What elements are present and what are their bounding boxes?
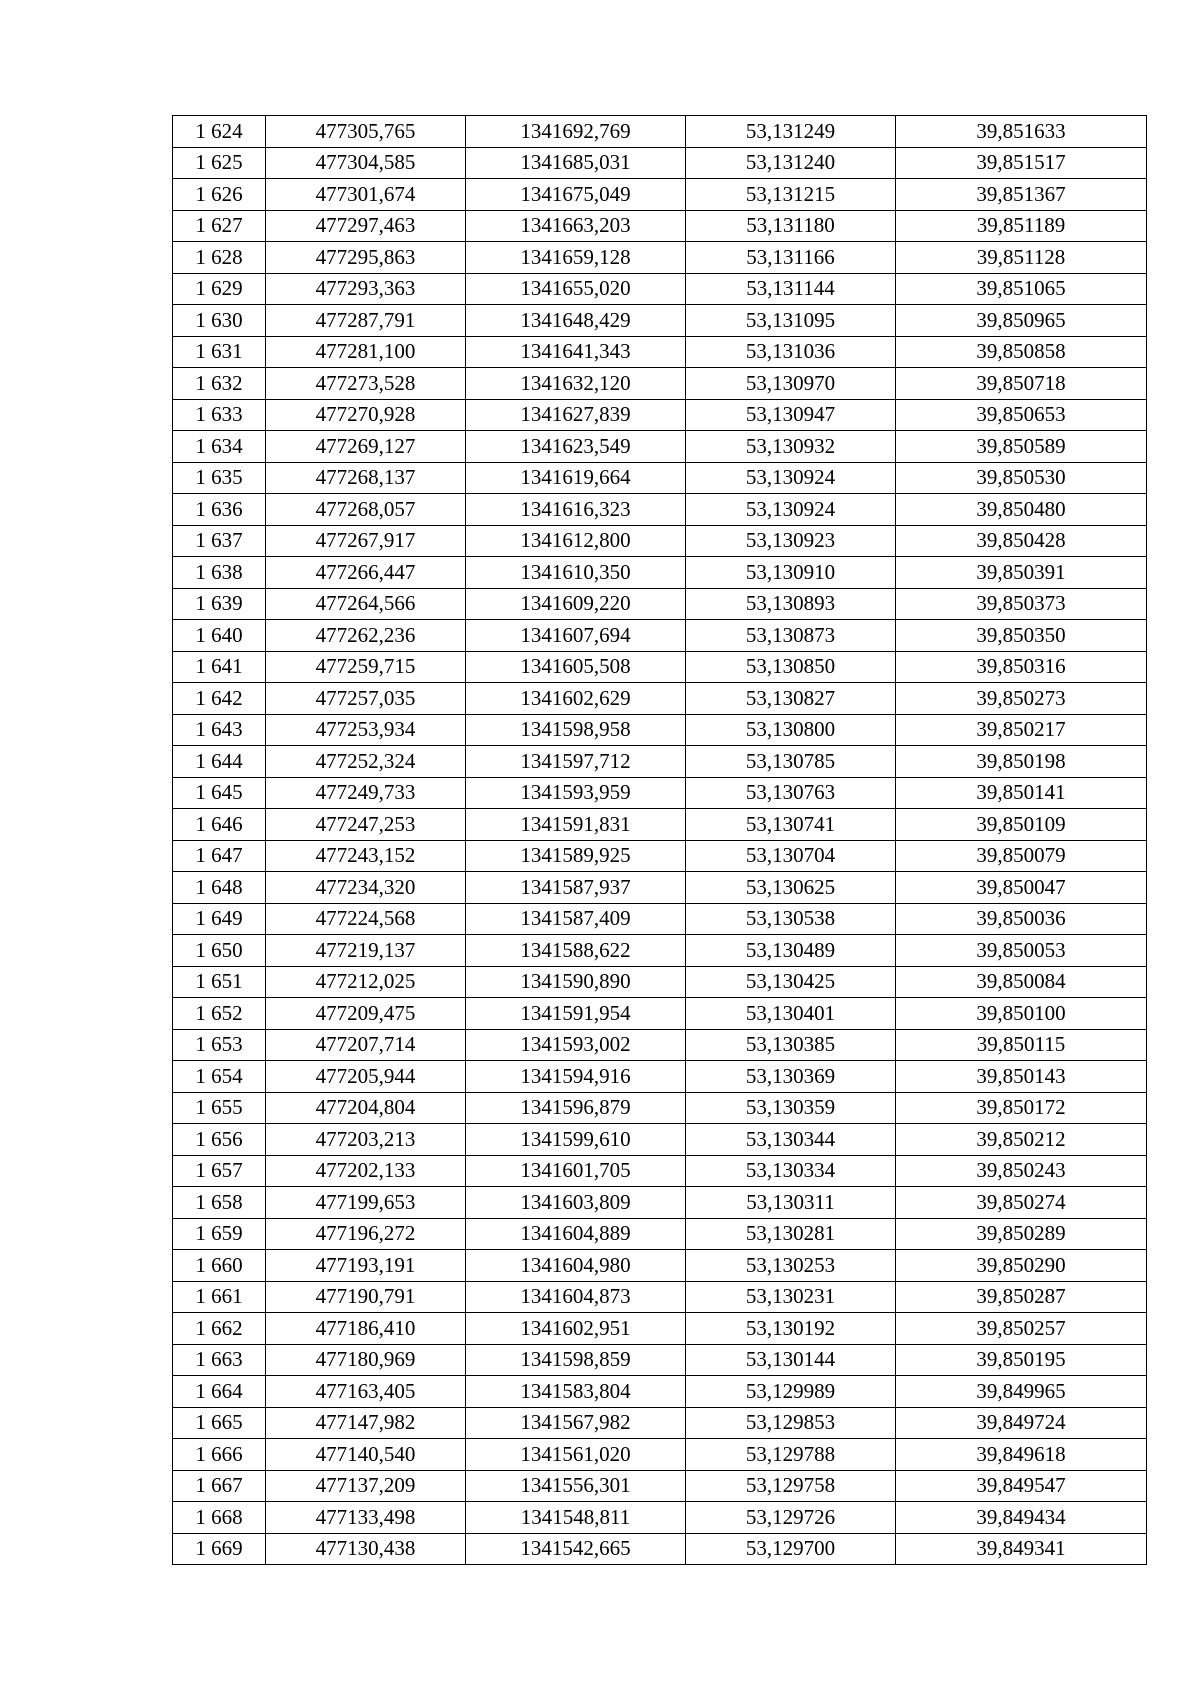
x-coordinate-cell: 477293,363	[266, 273, 466, 305]
x-coordinate-cell: 477287,791	[266, 305, 466, 337]
x-coordinate-cell: 477269,127	[266, 431, 466, 463]
x-coordinate-cell: 477234,320	[266, 872, 466, 904]
y-coordinate-cell: 1341641,343	[466, 336, 686, 368]
longitude-cell: 39,850109	[896, 809, 1147, 841]
latitude-cell: 53,130970	[686, 368, 896, 400]
longitude-cell: 39,849618	[896, 1439, 1147, 1471]
x-coordinate-cell: 477266,447	[266, 557, 466, 589]
table-row	[173, 525, 1147, 557]
y-coordinate-cell: 1341627,839	[466, 399, 686, 431]
x-coordinate-cell: 477253,934	[266, 714, 466, 746]
latitude-cell: 53,129788	[686, 1439, 896, 1471]
latitude-cell: 53,130923	[686, 525, 896, 557]
longitude-cell: 39,850287	[896, 1281, 1147, 1313]
point-number-cell: 1 653	[173, 1029, 266, 1061]
point-number-cell: 1 642	[173, 683, 266, 715]
point-number-cell: 1 664	[173, 1376, 266, 1408]
x-coordinate-cell: 477247,253	[266, 809, 466, 841]
latitude-cell: 53,130281	[686, 1218, 896, 1250]
y-coordinate-cell: 1341663,203	[466, 210, 686, 242]
x-coordinate-cell: 477281,100	[266, 336, 466, 368]
y-coordinate-cell: 1341589,925	[466, 840, 686, 872]
longitude-cell: 39,850115	[896, 1029, 1147, 1061]
table-row	[173, 620, 1147, 652]
y-coordinate-cell: 1341588,622	[466, 935, 686, 967]
y-coordinate-cell: 1341602,951	[466, 1313, 686, 1345]
longitude-cell: 39,850373	[896, 588, 1147, 620]
x-coordinate-cell: 477257,035	[266, 683, 466, 715]
x-coordinate-cell: 477205,944	[266, 1061, 466, 1093]
x-coordinate-cell: 477273,528	[266, 368, 466, 400]
point-number-cell: 1 626	[173, 179, 266, 211]
table-row	[173, 935, 1147, 967]
y-coordinate-cell: 1341601,705	[466, 1155, 686, 1187]
x-coordinate-cell: 477304,585	[266, 147, 466, 179]
y-coordinate-cell: 1341603,809	[466, 1187, 686, 1219]
x-coordinate-cell: 477295,863	[266, 242, 466, 274]
longitude-cell: 39,851065	[896, 273, 1147, 305]
y-coordinate-cell: 1341612,800	[466, 525, 686, 557]
y-coordinate-cell: 1341632,120	[466, 368, 686, 400]
longitude-cell: 39,850289	[896, 1218, 1147, 1250]
x-coordinate-cell: 477204,804	[266, 1092, 466, 1124]
longitude-cell: 39,850084	[896, 966, 1147, 998]
x-coordinate-cell: 477209,475	[266, 998, 466, 1030]
y-coordinate-cell: 1341548,811	[466, 1502, 686, 1534]
table-row	[173, 777, 1147, 809]
longitude-cell: 39,850143	[896, 1061, 1147, 1093]
longitude-cell: 39,850274	[896, 1187, 1147, 1219]
longitude-cell: 39,851517	[896, 147, 1147, 179]
table-row	[173, 336, 1147, 368]
longitude-cell: 39,850858	[896, 336, 1147, 368]
point-number-cell: 1 647	[173, 840, 266, 872]
coordinates-table	[172, 115, 1147, 1565]
longitude-cell: 39,851189	[896, 210, 1147, 242]
y-coordinate-cell: 1341594,916	[466, 1061, 686, 1093]
point-number-cell: 1 656	[173, 1124, 266, 1156]
table-row	[173, 746, 1147, 778]
x-coordinate-cell: 477297,463	[266, 210, 466, 242]
latitude-cell: 53,130231	[686, 1281, 896, 1313]
point-number-cell: 1 668	[173, 1502, 266, 1534]
y-coordinate-cell: 1341685,031	[466, 147, 686, 179]
point-number-cell: 1 648	[173, 872, 266, 904]
table-row	[173, 1407, 1147, 1439]
x-coordinate-cell: 477243,152	[266, 840, 466, 872]
x-coordinate-cell: 477202,133	[266, 1155, 466, 1187]
table-row	[173, 1439, 1147, 1471]
x-coordinate-cell: 477163,405	[266, 1376, 466, 1408]
table-row	[173, 1344, 1147, 1376]
x-coordinate-cell: 477186,410	[266, 1313, 466, 1345]
x-coordinate-cell: 477305,765	[266, 116, 466, 148]
x-coordinate-cell: 477268,057	[266, 494, 466, 526]
coordinates-table-body	[173, 116, 1147, 1565]
latitude-cell: 53,130932	[686, 431, 896, 463]
longitude-cell: 39,850257	[896, 1313, 1147, 1345]
y-coordinate-cell: 1341593,959	[466, 777, 686, 809]
table-row	[173, 809, 1147, 841]
latitude-cell: 53,130489	[686, 935, 896, 967]
y-coordinate-cell: 1341602,629	[466, 683, 686, 715]
latitude-cell: 53,130850	[686, 651, 896, 683]
point-number-cell: 1 628	[173, 242, 266, 274]
x-coordinate-cell: 477301,674	[266, 179, 466, 211]
y-coordinate-cell: 1341692,769	[466, 116, 686, 148]
latitude-cell: 53,130947	[686, 399, 896, 431]
point-number-cell: 1 631	[173, 336, 266, 368]
y-coordinate-cell: 1341604,873	[466, 1281, 686, 1313]
table-row	[173, 1502, 1147, 1534]
latitude-cell: 53,130344	[686, 1124, 896, 1156]
y-coordinate-cell: 1341587,409	[466, 903, 686, 935]
latitude-cell: 53,131240	[686, 147, 896, 179]
point-number-cell: 1 637	[173, 525, 266, 557]
table-row	[173, 872, 1147, 904]
y-coordinate-cell: 1341597,712	[466, 746, 686, 778]
y-coordinate-cell: 1341596,879	[466, 1092, 686, 1124]
table-row	[173, 1061, 1147, 1093]
table-row	[173, 1155, 1147, 1187]
point-number-cell: 1 633	[173, 399, 266, 431]
y-coordinate-cell: 1341623,549	[466, 431, 686, 463]
x-coordinate-cell: 477264,566	[266, 588, 466, 620]
y-coordinate-cell: 1341648,429	[466, 305, 686, 337]
point-number-cell: 1 646	[173, 809, 266, 841]
longitude-cell: 39,850589	[896, 431, 1147, 463]
point-number-cell: 1 636	[173, 494, 266, 526]
x-coordinate-cell: 477180,969	[266, 1344, 466, 1376]
table-row	[173, 1218, 1147, 1250]
x-coordinate-cell: 477267,917	[266, 525, 466, 557]
y-coordinate-cell: 1341610,350	[466, 557, 686, 589]
latitude-cell: 53,130800	[686, 714, 896, 746]
point-number-cell: 1 630	[173, 305, 266, 337]
x-coordinate-cell: 477130,438	[266, 1533, 466, 1565]
table-row	[173, 1376, 1147, 1408]
y-coordinate-cell: 1341583,804	[466, 1376, 686, 1408]
x-coordinate-cell: 477203,213	[266, 1124, 466, 1156]
y-coordinate-cell: 1341675,049	[466, 179, 686, 211]
longitude-cell: 39,849434	[896, 1502, 1147, 1534]
y-coordinate-cell: 1341655,020	[466, 273, 686, 305]
table-row	[173, 966, 1147, 998]
point-number-cell: 1 669	[173, 1533, 266, 1565]
latitude-cell: 53,130924	[686, 462, 896, 494]
longitude-cell: 39,850198	[896, 746, 1147, 778]
table-row	[173, 399, 1147, 431]
longitude-cell: 39,849547	[896, 1470, 1147, 1502]
y-coordinate-cell: 1341604,980	[466, 1250, 686, 1282]
longitude-cell: 39,850195	[896, 1344, 1147, 1376]
table-row	[173, 147, 1147, 179]
longitude-cell: 39,850100	[896, 998, 1147, 1030]
latitude-cell: 53,131249	[686, 116, 896, 148]
point-number-cell: 1 650	[173, 935, 266, 967]
x-coordinate-cell: 477199,653	[266, 1187, 466, 1219]
table-row	[173, 903, 1147, 935]
point-number-cell: 1 639	[173, 588, 266, 620]
x-coordinate-cell: 477133,498	[266, 1502, 466, 1534]
table-row	[173, 368, 1147, 400]
table-row	[173, 273, 1147, 305]
longitude-cell: 39,849341	[896, 1533, 1147, 1565]
point-number-cell: 1 629	[173, 273, 266, 305]
longitude-cell: 39,850316	[896, 651, 1147, 683]
latitude-cell: 53,130827	[686, 683, 896, 715]
point-number-cell: 1 643	[173, 714, 266, 746]
point-number-cell: 1 625	[173, 147, 266, 179]
point-number-cell: 1 652	[173, 998, 266, 1030]
point-number-cell: 1 654	[173, 1061, 266, 1093]
latitude-cell: 53,130893	[686, 588, 896, 620]
x-coordinate-cell: 477212,025	[266, 966, 466, 998]
y-coordinate-cell: 1341567,982	[466, 1407, 686, 1439]
latitude-cell: 53,130253	[686, 1250, 896, 1282]
x-coordinate-cell: 477207,714	[266, 1029, 466, 1061]
latitude-cell: 53,130334	[686, 1155, 896, 1187]
longitude-cell: 39,850350	[896, 620, 1147, 652]
longitude-cell: 39,849965	[896, 1376, 1147, 1408]
point-number-cell: 1 655	[173, 1092, 266, 1124]
x-coordinate-cell: 477268,137	[266, 462, 466, 494]
table-row	[173, 651, 1147, 683]
x-coordinate-cell: 477224,568	[266, 903, 466, 935]
longitude-cell: 39,850530	[896, 462, 1147, 494]
latitude-cell: 53,131215	[686, 179, 896, 211]
longitude-cell: 39,850428	[896, 525, 1147, 557]
y-coordinate-cell: 1341591,954	[466, 998, 686, 1030]
longitude-cell: 39,850036	[896, 903, 1147, 935]
point-number-cell: 1 661	[173, 1281, 266, 1313]
latitude-cell: 53,130910	[686, 557, 896, 589]
table-row	[173, 1124, 1147, 1156]
table-row	[173, 1029, 1147, 1061]
table-row	[173, 210, 1147, 242]
x-coordinate-cell: 477137,209	[266, 1470, 466, 1502]
longitude-cell: 39,850480	[896, 494, 1147, 526]
point-number-cell: 1 641	[173, 651, 266, 683]
y-coordinate-cell: 1341659,128	[466, 242, 686, 274]
latitude-cell: 53,130741	[686, 809, 896, 841]
x-coordinate-cell: 477249,733	[266, 777, 466, 809]
x-coordinate-cell: 477147,982	[266, 1407, 466, 1439]
longitude-cell: 39,851633	[896, 116, 1147, 148]
table-row	[173, 116, 1147, 148]
point-number-cell: 1 658	[173, 1187, 266, 1219]
latitude-cell: 53,130369	[686, 1061, 896, 1093]
y-coordinate-cell: 1341607,694	[466, 620, 686, 652]
point-number-cell: 1 624	[173, 116, 266, 148]
latitude-cell: 53,129726	[686, 1502, 896, 1534]
longitude-cell: 39,850053	[896, 935, 1147, 967]
longitude-cell: 39,851128	[896, 242, 1147, 274]
point-number-cell: 1 666	[173, 1439, 266, 1471]
x-coordinate-cell: 477219,137	[266, 935, 466, 967]
longitude-cell: 39,850172	[896, 1092, 1147, 1124]
longitude-cell: 39,850243	[896, 1155, 1147, 1187]
x-coordinate-cell: 477262,236	[266, 620, 466, 652]
table-row	[173, 1533, 1147, 1565]
y-coordinate-cell: 1341591,831	[466, 809, 686, 841]
table-row	[173, 1313, 1147, 1345]
point-number-cell: 1 651	[173, 966, 266, 998]
table-row	[173, 431, 1147, 463]
latitude-cell: 53,129853	[686, 1407, 896, 1439]
table-row	[173, 714, 1147, 746]
latitude-cell: 53,130785	[686, 746, 896, 778]
longitude-cell: 39,850047	[896, 872, 1147, 904]
y-coordinate-cell: 1341556,301	[466, 1470, 686, 1502]
point-number-cell: 1 667	[173, 1470, 266, 1502]
table-row	[173, 1281, 1147, 1313]
x-coordinate-cell: 477140,540	[266, 1439, 466, 1471]
table-row	[173, 683, 1147, 715]
latitude-cell: 53,130144	[686, 1344, 896, 1376]
longitude-cell: 39,850653	[896, 399, 1147, 431]
y-coordinate-cell: 1341598,859	[466, 1344, 686, 1376]
table-row	[173, 1470, 1147, 1502]
latitude-cell: 53,131036	[686, 336, 896, 368]
latitude-cell: 53,130192	[686, 1313, 896, 1345]
point-number-cell: 1 644	[173, 746, 266, 778]
x-coordinate-cell: 477190,791	[266, 1281, 466, 1313]
point-number-cell: 1 663	[173, 1344, 266, 1376]
longitude-cell: 39,849724	[896, 1407, 1147, 1439]
latitude-cell: 53,129700	[686, 1533, 896, 1565]
longitude-cell: 39,850391	[896, 557, 1147, 589]
latitude-cell: 53,130425	[686, 966, 896, 998]
point-number-cell: 1 660	[173, 1250, 266, 1282]
longitude-cell: 39,850718	[896, 368, 1147, 400]
table-row	[173, 242, 1147, 274]
point-number-cell: 1 634	[173, 431, 266, 463]
latitude-cell: 53,130763	[686, 777, 896, 809]
y-coordinate-cell: 1341616,323	[466, 494, 686, 526]
latitude-cell: 53,130924	[686, 494, 896, 526]
table-row	[173, 840, 1147, 872]
y-coordinate-cell: 1341598,958	[466, 714, 686, 746]
longitude-cell: 39,850141	[896, 777, 1147, 809]
point-number-cell: 1 640	[173, 620, 266, 652]
latitude-cell: 53,131166	[686, 242, 896, 274]
longitude-cell: 39,850212	[896, 1124, 1147, 1156]
latitude-cell: 53,130385	[686, 1029, 896, 1061]
latitude-cell: 53,131144	[686, 273, 896, 305]
point-number-cell: 1 662	[173, 1313, 266, 1345]
table-row	[173, 462, 1147, 494]
table-row	[173, 557, 1147, 589]
point-number-cell: 1 635	[173, 462, 266, 494]
latitude-cell: 53,130359	[686, 1092, 896, 1124]
y-coordinate-cell: 1341593,002	[466, 1029, 686, 1061]
y-coordinate-cell: 1341604,889	[466, 1218, 686, 1250]
point-number-cell: 1 638	[173, 557, 266, 589]
x-coordinate-cell: 477193,191	[266, 1250, 466, 1282]
latitude-cell: 53,131095	[686, 305, 896, 337]
longitude-cell: 39,850965	[896, 305, 1147, 337]
longitude-cell: 39,850290	[896, 1250, 1147, 1282]
latitude-cell: 53,131180	[686, 210, 896, 242]
longitude-cell: 39,850079	[896, 840, 1147, 872]
point-number-cell: 1 649	[173, 903, 266, 935]
longitude-cell: 39,851367	[896, 179, 1147, 211]
point-number-cell: 1 645	[173, 777, 266, 809]
latitude-cell: 53,130625	[686, 872, 896, 904]
x-coordinate-cell: 477196,272	[266, 1218, 466, 1250]
table-row	[173, 998, 1147, 1030]
latitude-cell: 53,130311	[686, 1187, 896, 1219]
point-number-cell: 1 659	[173, 1218, 266, 1250]
latitude-cell: 53,129989	[686, 1376, 896, 1408]
x-coordinate-cell: 477252,324	[266, 746, 466, 778]
y-coordinate-cell: 1341587,937	[466, 872, 686, 904]
table-row	[173, 1092, 1147, 1124]
table-row	[173, 588, 1147, 620]
point-number-cell: 1 632	[173, 368, 266, 400]
latitude-cell: 53,130873	[686, 620, 896, 652]
table-row	[173, 1187, 1147, 1219]
y-coordinate-cell: 1341590,890	[466, 966, 686, 998]
y-coordinate-cell: 1341605,508	[466, 651, 686, 683]
table-row	[173, 1250, 1147, 1282]
latitude-cell: 53,130538	[686, 903, 896, 935]
y-coordinate-cell: 1341599,610	[466, 1124, 686, 1156]
y-coordinate-cell: 1341561,020	[466, 1439, 686, 1471]
point-number-cell: 1 665	[173, 1407, 266, 1439]
point-number-cell: 1 657	[173, 1155, 266, 1187]
table-row	[173, 179, 1147, 211]
y-coordinate-cell: 1341619,664	[466, 462, 686, 494]
latitude-cell: 53,129758	[686, 1470, 896, 1502]
latitude-cell: 53,130401	[686, 998, 896, 1030]
x-coordinate-cell: 477259,715	[266, 651, 466, 683]
x-coordinate-cell: 477270,928	[266, 399, 466, 431]
table-row	[173, 494, 1147, 526]
longitude-cell: 39,850217	[896, 714, 1147, 746]
y-coordinate-cell: 1341542,665	[466, 1533, 686, 1565]
point-number-cell: 1 627	[173, 210, 266, 242]
latitude-cell: 53,130704	[686, 840, 896, 872]
longitude-cell: 39,850273	[896, 683, 1147, 715]
table-row	[173, 305, 1147, 337]
y-coordinate-cell: 1341609,220	[466, 588, 686, 620]
